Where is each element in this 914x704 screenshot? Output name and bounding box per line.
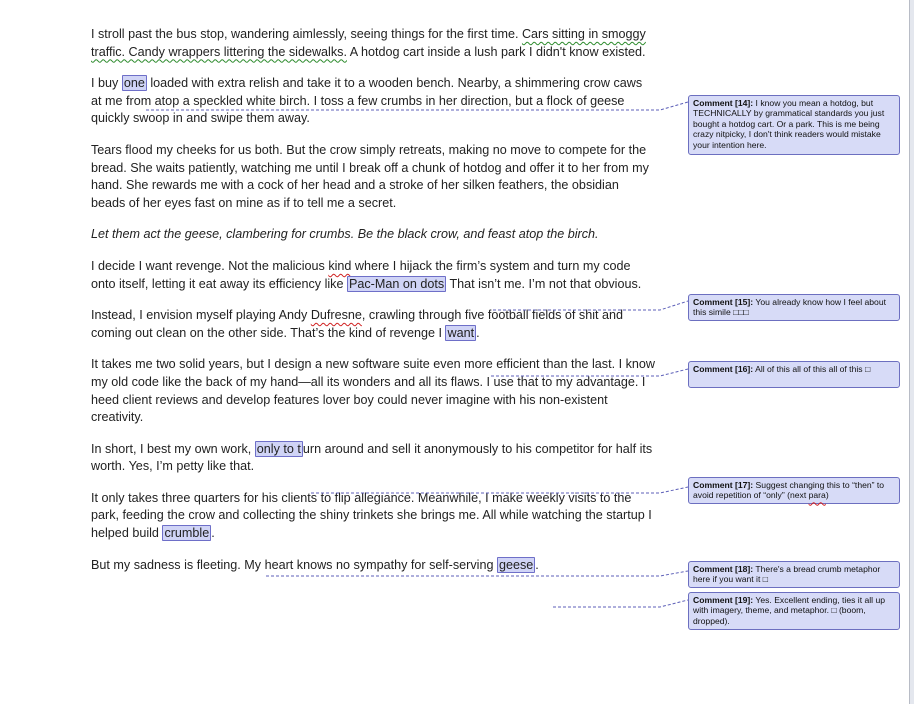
text: I buy [91,76,122,91]
comment-text: ) [825,490,829,501]
grammar-flag[interactable]: Cars sitting in smoggy traffic. Candy wrappers littering the sidewalks. [91,27,646,59]
paragraph-3 [91,142,656,212]
paragraph-9 [91,490,656,543]
paragraph-2 [91,75,656,128]
text: . [476,325,480,340]
comment-label: Comment [18]: [693,564,754,574]
comment-anchor-19[interactable]: geese [498,557,534,572]
comment-anchor-15[interactable]: Pac-Man on dots [348,276,445,291]
comment-anchor-16[interactable]: want [447,325,475,340]
scrollbar-edge[interactable] [909,0,914,704]
text: where I hijack the firm’s system and turn my code onto itself, letting it eat away its efficiency like [91,258,631,291]
comment-label: Comment [16]: [693,364,754,374]
text: I decide I want revenge. Not the malicious [91,258,329,273]
comment-label: Comment [15]: [693,297,754,307]
text: In short, I best my own work, [91,441,255,456]
comment-anchor-18[interactable]: crumble [164,526,210,541]
text: But my sadness is fleeting. My heart knows no sympathy for self-serving [91,557,497,572]
paragraph-10 [91,557,656,575]
spelling-flag[interactable]: kind [328,258,352,273]
comment-text: You already know how I feel about this simile □□□ [693,297,886,318]
text: urn around and sell it anonymously to his competitor for half its worth. Yes, I’m petty like that. [91,441,653,474]
text: Instead, I envision myself playing Andy [91,308,311,323]
comment-anchor-17[interactable]: only to t [256,441,301,456]
paragraph-1 [91,26,656,61]
text: Let them act the geese, clambering for crumbs. Be the black crow, and feast atop the birch. [91,227,599,242]
spelling-flag[interactable]: Dufresne [310,308,362,323]
comment-label: Comment [17]: [693,480,754,490]
comment-label: Comment [19]: [693,595,754,605]
comment-text: I know you mean a hotdog, but TECHNICALLY by grammatical standards you just bought a hotdog cart. Or a park. This is me being crazy nitpicky, I don't think readers would mistake your intention here. [693,98,885,150]
paragraph-7 [91,356,656,426]
comment-label: Comment [14]: [693,98,754,108]
comment-text: Yes. Excellent ending, ties it all up with imagery, theme, and metaphor. □ (boom, dropped). [693,595,886,626]
comment-text: There's a bread crumb metaphor here if you want it □ [693,564,881,585]
comment-balloon-17[interactable] [688,477,900,504]
text: I stroll past the bus stop, wandering aimlessly, seeing things for the first time. [91,27,522,41]
comment-text: All of this all of this all of this □ [753,364,871,374]
paragraph-5 [91,258,656,293]
document-body[interactable] [91,26,656,588]
text: , crawling through five football fields of shit and coming out clean on the other side. That’s the kind of revenge I [91,308,624,340]
text: . [535,557,539,572]
text: . [211,526,215,541]
comment-text: Suggest changing this to “then” to avoid repetition of “only” (next [693,480,885,501]
paragraph-6 [91,307,656,342]
comment-balloon-19[interactable] [688,592,900,630]
text: It takes me two solid years, but I design a new software suite even more efficient than the last. I know my old code like the back of my hand—all its wonders and all its flaws. I use that to my advantage. I heed client reviews and develop features lover boy could never imagine with his non-existent creativity. [91,357,655,425]
text: Tears flood my cheeks for us both. But the crow simply retreats, making no move to compete for the bread. She waits patiently, watching me until I break off a chunk of hotdog and offer it to her from my hand. She rewards me with a cock of her head and a stroke of her silken feathers, the obsidian beads of her eyes fast on mine as if to tell me a secret. [91,142,649,210]
text: loaded with extra relish and take it to a wooden bench. Nearby, a shimmering crow caws at me from atop a speckled white birch. I toss a few crumbs in her direction, but a flock of geese quickly swoop in and swipe them away. [91,76,643,126]
comment-balloon-15[interactable] [688,294,900,321]
text: It only takes three quarters for his clients to flip allegiance. Meanwhile, I make weekly visits to the park, feeding the crow and collecting the shiny trinkets she brings me. All while watching the startup I helped build [91,490,652,541]
comment-balloon-16[interactable] [688,361,900,388]
spelling-flag[interactable]: para [808,490,826,501]
paragraph-8 [91,441,656,476]
comment-balloon-14[interactable] [688,95,900,155]
text: That isn’t me. I’m not that obvious. [446,276,642,291]
comment-anchor-14[interactable]: one [123,76,145,91]
paragraph-4 [91,226,656,244]
comment-balloon-18[interactable] [688,561,900,588]
text: A hotdog cart inside a lush park I didn't know existed. [346,44,646,59]
